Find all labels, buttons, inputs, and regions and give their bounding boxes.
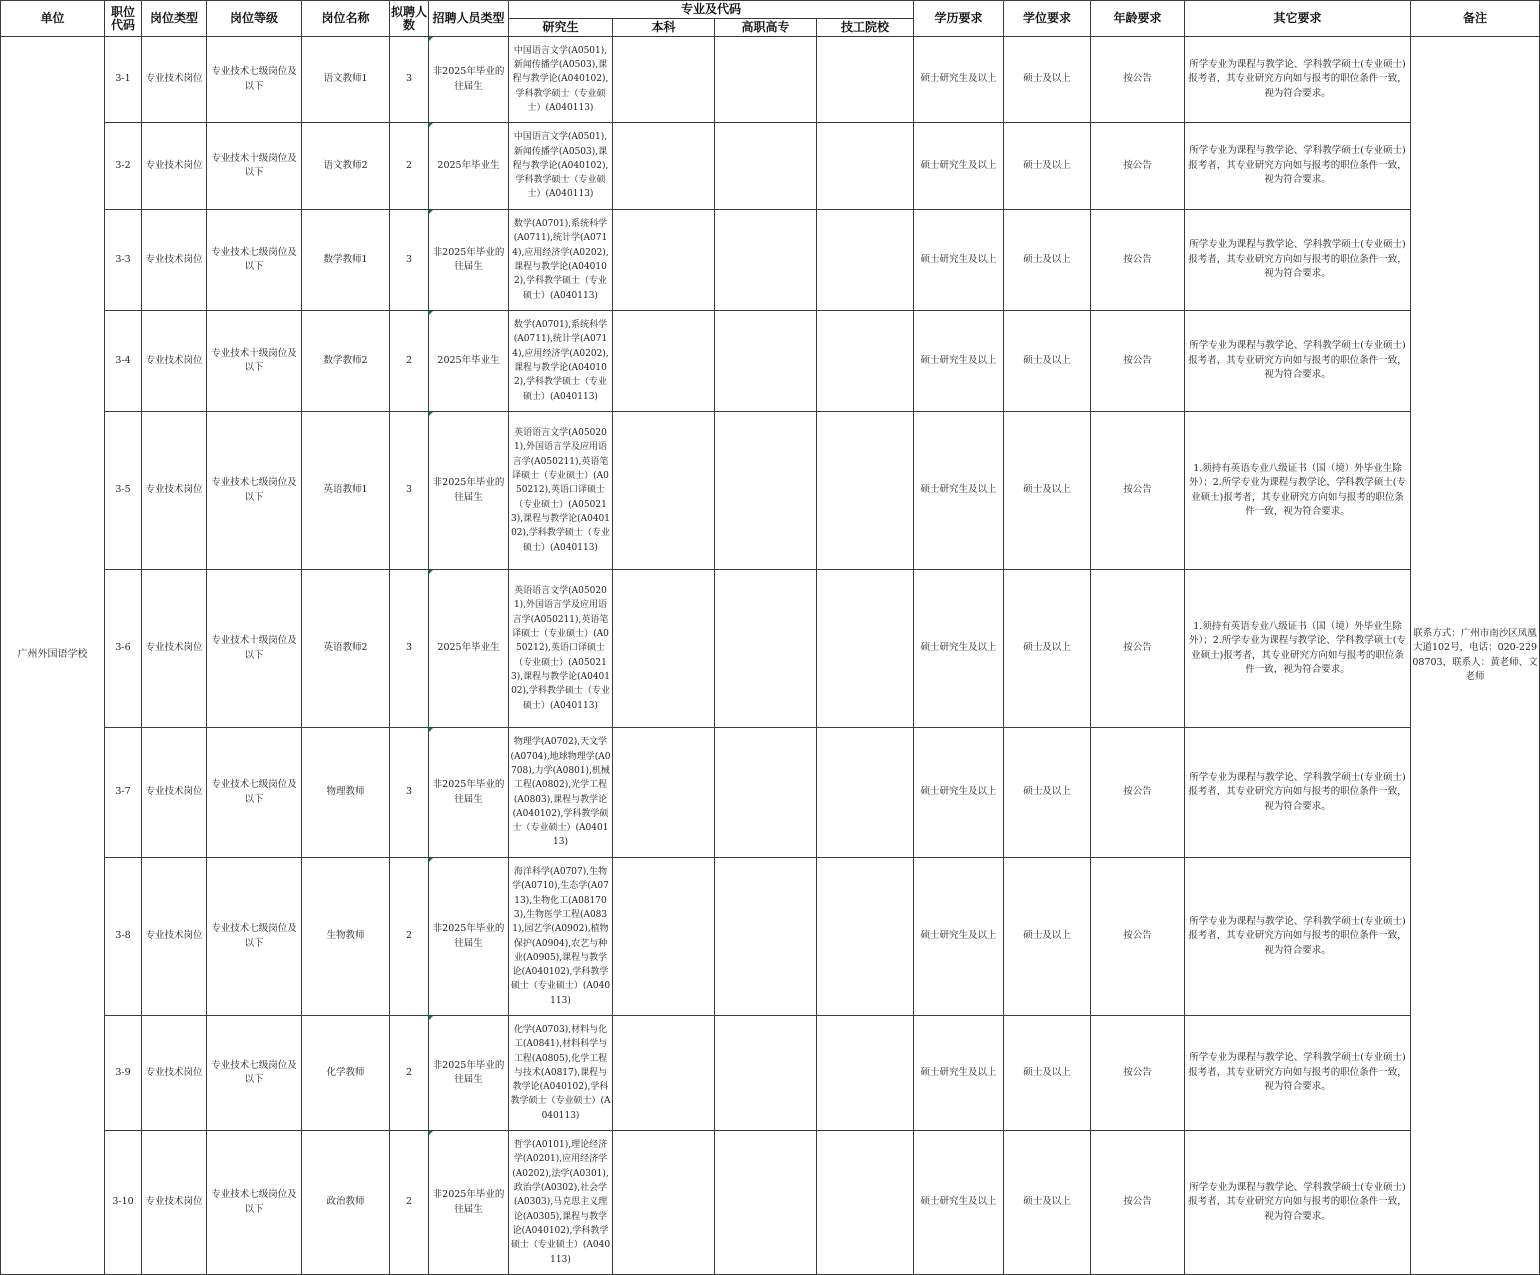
recruit-type: 非2025年毕业的往届生 <box>429 858 509 1016</box>
post-code: 3-8 <box>105 858 142 1016</box>
post-level: 专业技术七级岗位及以下 <box>207 728 302 858</box>
major-undergrad <box>613 311 715 412</box>
post-level: 专业技术七级岗位及以下 <box>207 210 302 311</box>
major-grad: 英语语言文学(A050201),外国语言学及应用语言学(A050211),英语笔译硕士（专业硕士）(A050212),英语口译硕士（专业硕士）(A050213),课程与教学论(A040102),学科教学硕士（专业硕士）(A040113) <box>509 412 613 570</box>
header-grad: 研究生 <box>509 19 613 37</box>
hire-count: 3 <box>390 210 429 311</box>
education-req: 硕士研究生及以上 <box>914 311 1004 412</box>
other-req: 所学专业为课程与教学论、学科教学硕士(专业硕士)报考者，其专业研究方向如与报考的职位条件一致，视为符合要求。 <box>1185 1131 1411 1275</box>
other-req: 所学专业为课程与教学论、学科教学硕士(专业硕士)报考者，其专业研究方向如与报考的职位条件一致，视为符合要求。 <box>1185 311 1411 412</box>
hire-count: 2 <box>390 311 429 412</box>
recruit-type: 2025年毕业生 <box>429 311 509 412</box>
hire-count: 3 <box>390 570 429 728</box>
major-technical <box>817 210 914 311</box>
table-row <box>1 311 1540 412</box>
post-level: 专业技术十级岗位及以下 <box>207 123 302 210</box>
header-recruit-type: 招聘人员类型 <box>429 1 509 37</box>
hire-count: 2 <box>390 858 429 1016</box>
major-technical <box>817 570 914 728</box>
post-type: 专业技术岗位 <box>142 37 207 123</box>
recruit-type: 非2025年毕业的往届生 <box>429 412 509 570</box>
other-req: 所学专业为课程与教学论、学科教学硕士(专业硕士)报考者，其专业研究方向如与报考的职位条件一致，视为符合要求。 <box>1185 37 1411 123</box>
table-header <box>1 1 1540 37</box>
post-name: 英语教师1 <box>302 412 390 570</box>
post-type: 专业技术岗位 <box>142 570 207 728</box>
post-type: 专业技术岗位 <box>142 858 207 1016</box>
header-note: 备注 <box>1411 1 1540 37</box>
post-level: 专业技术十级岗位及以下 <box>207 570 302 728</box>
age-req: 按公告 <box>1091 1016 1185 1131</box>
education-req: 硕士研究生及以上 <box>914 123 1004 210</box>
age-req: 按公告 <box>1091 37 1185 123</box>
hire-count: 2 <box>390 1131 429 1275</box>
major-college <box>715 728 817 858</box>
header-count: 拟聘人数 <box>390 1 429 37</box>
header-major-group: 专业及代码 <box>509 1 914 19</box>
major-undergrad <box>613 37 715 123</box>
post-name: 英语教师2 <box>302 570 390 728</box>
header-other: 其它要求 <box>1185 1 1411 37</box>
major-technical <box>817 1131 914 1275</box>
age-req: 按公告 <box>1091 728 1185 858</box>
table-body <box>1 37 1540 1275</box>
major-technical <box>817 412 914 570</box>
major-grad: 中国语言文学(A0501),新闻传播学(A0503),课程与教学论(A040102),学科教学硕士（专业硕士）(A040113) <box>509 37 613 123</box>
major-grad: 数学(A0701),系统科学(A0711),统计学(A0714),应用经济学(A0202),课程与教学论(A040102),学科教学硕士（专业硕士）(A040113) <box>509 311 613 412</box>
header-code: 职位代码 <box>105 1 142 37</box>
major-undergrad <box>613 210 715 311</box>
education-req: 硕士研究生及以上 <box>914 1016 1004 1131</box>
major-undergrad <box>613 858 715 1016</box>
other-req: 所学专业为课程与教学论、学科教学硕士(专业硕士)报考者，其专业研究方向如与报考的职位条件一致，视为符合要求。 <box>1185 210 1411 311</box>
header-age: 年龄要求 <box>1091 1 1185 37</box>
hire-count: 3 <box>390 728 429 858</box>
education-req: 硕士研究生及以上 <box>914 210 1004 311</box>
post-level: 专业技术七级岗位及以下 <box>207 858 302 1016</box>
table-row <box>1 728 1540 858</box>
major-technical <box>817 1016 914 1131</box>
degree-req: 硕士及以上 <box>1004 1016 1091 1131</box>
post-name: 语文教师1 <box>302 37 390 123</box>
header-technical: 技工院校 <box>817 19 914 37</box>
major-technical <box>817 311 914 412</box>
age-req: 按公告 <box>1091 858 1185 1016</box>
major-college <box>715 123 817 210</box>
major-college <box>715 37 817 123</box>
post-level: 专业技术七级岗位及以下 <box>207 1131 302 1275</box>
major-college <box>715 1131 817 1275</box>
table-row <box>1 412 1540 570</box>
education-req: 硕士研究生及以上 <box>914 412 1004 570</box>
degree-req: 硕士及以上 <box>1004 412 1091 570</box>
major-technical <box>817 123 914 210</box>
table-row <box>1 1131 1540 1275</box>
post-type: 专业技术岗位 <box>142 210 207 311</box>
education-req: 硕士研究生及以上 <box>914 37 1004 123</box>
major-undergrad <box>613 1131 715 1275</box>
age-req: 按公告 <box>1091 412 1185 570</box>
post-code: 3-4 <box>105 311 142 412</box>
education-req: 硕士研究生及以上 <box>914 728 1004 858</box>
post-name: 政治教师 <box>302 1131 390 1275</box>
post-code: 3-7 <box>105 728 142 858</box>
header-post-level: 岗位等级 <box>207 1 302 37</box>
post-name: 数学教师1 <box>302 210 390 311</box>
post-level: 专业技术七级岗位及以下 <box>207 37 302 123</box>
table-row <box>1 37 1540 123</box>
major-technical <box>817 37 914 123</box>
major-undergrad <box>613 412 715 570</box>
major-undergrad <box>613 123 715 210</box>
hire-count: 2 <box>390 1016 429 1131</box>
note-contact: 联系方式：广州市南沙区凤凰大道102号，电话：020-22908703，联系人：黄老师、文老师 <box>1411 37 1540 1275</box>
recruit-type: 非2025年毕业的往届生 <box>429 210 509 311</box>
other-req: 所学专业为课程与教学论、学科教学硕士(专业硕士)报考者，其专业研究方向如与报考的职位条件一致，视为符合要求。 <box>1185 1016 1411 1131</box>
degree-req: 硕士及以上 <box>1004 728 1091 858</box>
post-type: 专业技术岗位 <box>142 1016 207 1131</box>
post-name: 语文教师2 <box>302 123 390 210</box>
age-req: 按公告 <box>1091 1131 1185 1275</box>
major-grad: 中国语言文学(A0501),新闻传播学(A0503),课程与教学论(A040102),学科教学硕士（专业硕士）(A040113) <box>509 123 613 210</box>
recruit-type: 非2025年毕业的往届生 <box>429 728 509 858</box>
post-code: 3-3 <box>105 210 142 311</box>
major-college <box>715 570 817 728</box>
major-grad: 哲学(A0101),理论经济学(A0201),应用经济学(A0202),法学(A0301),政治学(A0302),社会学(A0303),马克思主义理论(A0305),课程与教学论(A040102),学科教学硕士（专业硕士）(A040113) <box>509 1131 613 1275</box>
major-technical <box>817 858 914 1016</box>
recruit-type: 2025年毕业生 <box>429 570 509 728</box>
education-req: 硕士研究生及以上 <box>914 858 1004 1016</box>
table-row <box>1 1016 1540 1131</box>
table-row <box>1 570 1540 728</box>
post-name: 物理教师 <box>302 728 390 858</box>
education-req: 硕士研究生及以上 <box>914 1131 1004 1275</box>
recruit-type: 非2025年毕业的往届生 <box>429 37 509 123</box>
post-code: 3-10 <box>105 1131 142 1275</box>
recruit-type: 非2025年毕业的往届生 <box>429 1016 509 1131</box>
major-college <box>715 858 817 1016</box>
post-type: 专业技术岗位 <box>142 412 207 570</box>
degree-req: 硕士及以上 <box>1004 858 1091 1016</box>
degree-req: 硕士及以上 <box>1004 570 1091 728</box>
header-post-name: 岗位名称 <box>302 1 390 37</box>
header-unit: 单位 <box>1 1 105 37</box>
major-college <box>715 210 817 311</box>
degree-req: 硕士及以上 <box>1004 210 1091 311</box>
degree-req: 硕士及以上 <box>1004 1131 1091 1275</box>
other-req: 所学专业为课程与教学论、学科教学硕士(专业硕士)报考者，其专业研究方向如与报考的职位条件一致，视为符合要求。 <box>1185 728 1411 858</box>
post-level: 专业技术七级岗位及以下 <box>207 1016 302 1131</box>
degree-req: 硕士及以上 <box>1004 37 1091 123</box>
education-req: 硕士研究生及以上 <box>914 570 1004 728</box>
table-row <box>1 858 1540 1016</box>
post-code: 3-5 <box>105 412 142 570</box>
header-degree: 学位要求 <box>1004 1 1091 37</box>
post-type: 专业技术岗位 <box>142 311 207 412</box>
post-code: 3-2 <box>105 123 142 210</box>
post-name: 化学教师 <box>302 1016 390 1131</box>
other-req: 所学专业为课程与教学论、学科教学硕士(专业硕士)报考者，其专业研究方向如与报考的职位条件一致，视为符合要求。 <box>1185 858 1411 1016</box>
hire-count: 3 <box>390 37 429 123</box>
post-level: 专业技术七级岗位及以下 <box>207 412 302 570</box>
major-technical <box>817 728 914 858</box>
post-name: 生物教师 <box>302 858 390 1016</box>
major-grad: 化学(A0703),材料与化工(A0841),材料科学与工程(A0805),化学工程与技术(A0817),课程与教学论(A040102),学科教学硕士（专业硕士）(A040113) <box>509 1016 613 1131</box>
degree-req: 硕士及以上 <box>1004 311 1091 412</box>
header-education: 学历要求 <box>914 1 1004 37</box>
degree-req: 硕士及以上 <box>1004 123 1091 210</box>
post-level: 专业技术十级岗位及以下 <box>207 311 302 412</box>
hire-count: 2 <box>390 123 429 210</box>
header-college: 高职高专 <box>715 19 817 37</box>
post-name: 数学教师2 <box>302 311 390 412</box>
other-req: 1.须持有英语专业八级证书（国（境）外毕业生除外）；2.所学专业为课程与教学论、学科教学硕士(专业硕士)报考者，其专业研究方向如与报考的职位条件一致，视为符合要求。 <box>1185 412 1411 570</box>
major-undergrad <box>613 570 715 728</box>
age-req: 按公告 <box>1091 570 1185 728</box>
major-college <box>715 311 817 412</box>
table-row <box>1 210 1540 311</box>
post-code: 3-9 <box>105 1016 142 1131</box>
recruit-type: 2025年毕业生 <box>429 123 509 210</box>
major-undergrad <box>613 728 715 858</box>
unit-name: 广州外国语学校 <box>1 37 105 1275</box>
hire-count: 3 <box>390 412 429 570</box>
post-code: 3-6 <box>105 570 142 728</box>
post-type: 专业技术岗位 <box>142 728 207 858</box>
age-req: 按公告 <box>1091 210 1185 311</box>
recruit-type: 非2025年毕业的往届生 <box>429 1131 509 1275</box>
other-req: 所学专业为课程与教学论、学科教学硕士(专业硕士)报考者，其专业研究方向如与报考的职位条件一致，视为符合要求。 <box>1185 123 1411 210</box>
post-type: 专业技术岗位 <box>142 1131 207 1275</box>
major-grad: 物理学(A0702),天文学(A0704),地球物理学(A0708),力学(A0801),机械工程(A0802),光学工程(A0803),课程与教学论(A040102),学科教学硕士（专业硕士）(A040113) <box>509 728 613 858</box>
other-req: 1.须持有英语专业八级证书（国（境）外毕业生除外）；2.所学专业为课程与教学论、学科教学硕士(专业硕士)报考者，其专业研究方向如与报考的职位条件一致，视为符合要求。 <box>1185 570 1411 728</box>
major-college <box>715 412 817 570</box>
table-row <box>1 123 1540 210</box>
age-req: 按公告 <box>1091 123 1185 210</box>
major-grad: 海洋科学(A0707),生物学(A0710),生态学(A0713),生物化工(A081703),生物医学工程(A0831),园艺学(A0902),植物保护(A0904),农艺与种业(A0905),课程与教学论(A040102),学科教学硕士（专业硕士）(A040113) <box>509 858 613 1016</box>
post-code: 3-1 <box>105 37 142 123</box>
header-post-type: 岗位类型 <box>142 1 207 37</box>
major-grad: 英语语言文学(A050201),外国语言学及应用语言学(A050211),英语笔译硕士（专业硕士）(A050212),英语口译硕士（专业硕士）(A050213),课程与教学论(A040102),学科教学硕士（专业硕士）(A040113) <box>509 570 613 728</box>
major-college <box>715 1016 817 1131</box>
major-grad: 数学(A0701),系统科学(A0711),统计学(A0714),应用经济学(A0202),课程与教学论(A040102),学科教学硕士（专业硕士）(A040113) <box>509 210 613 311</box>
header-undergrad: 本科 <box>613 19 715 37</box>
age-req: 按公告 <box>1091 311 1185 412</box>
post-type: 专业技术岗位 <box>142 123 207 210</box>
major-undergrad <box>613 1016 715 1131</box>
